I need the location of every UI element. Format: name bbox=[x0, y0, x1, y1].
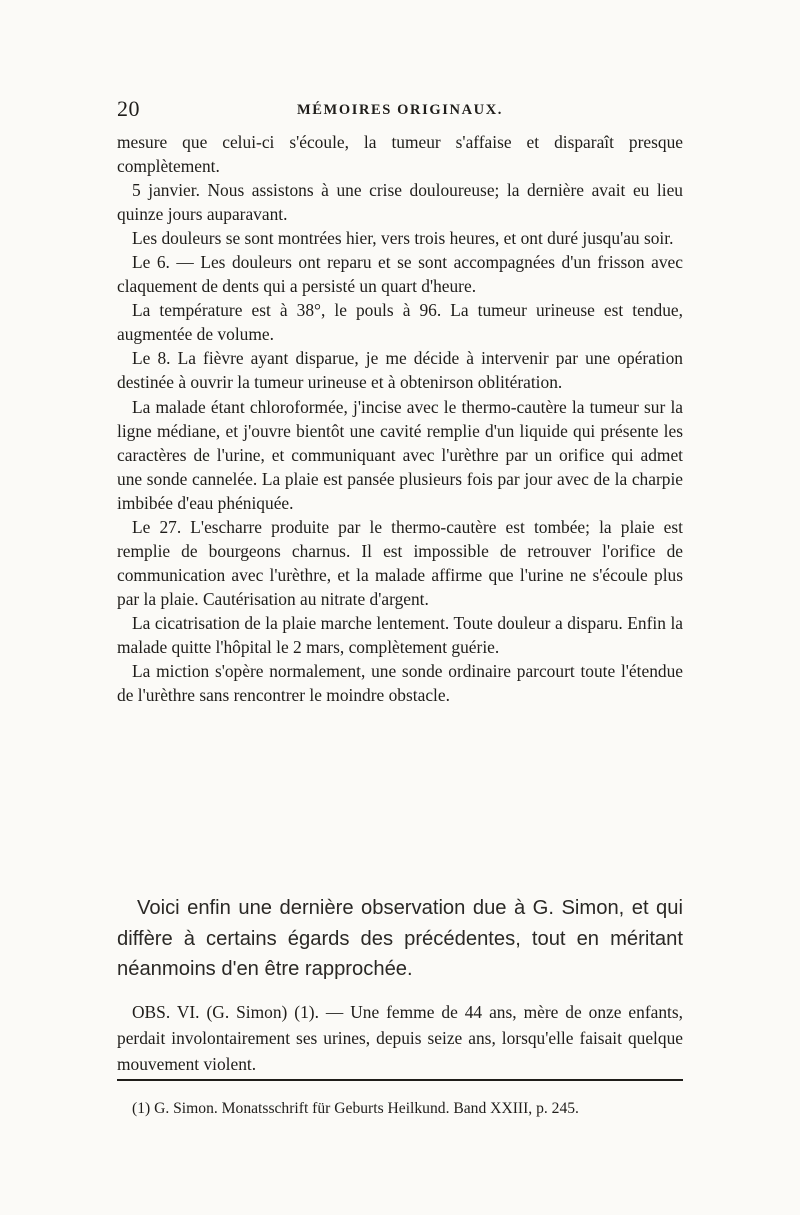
running-head-title: MÉMOIRES ORIGINAUX. bbox=[296, 102, 504, 118]
page-number: 20 bbox=[117, 96, 140, 121]
paragraph: La cicatrisation de la plaie marche lentement. Toute douleur a disparu. Enfin la malade quitte l'hôpital le 2 mars, complètement guérie. bbox=[117, 612, 683, 657]
paragraph: Le 8. La fièvre ayant disparue, je me décide à intervenir par une opération destinée à ouvrir la tumeur urineuse et à obtenirson oblitération. bbox=[117, 348, 683, 393]
paragraph: La température est à 38°, le pouls à 96. La tumeur urineuse est tendue, augmentée de volume. bbox=[117, 300, 683, 345]
paragraph: La malade étant chloroformée, j'incise avec le thermo-cautère la tumeur sur la ligne médiane, et j'ouvre bientôt une cavité remplie d'un liquide qui présente les caractères de l'urine, et communiquant avec l'urèthre par un orifice qui admet une sonde cannelée. La plaie est pansée plusieurs fois par jour avec de la charpie imbibée d'eau phéniquée. bbox=[117, 396, 683, 513]
body-text bbox=[117, 130, 683, 707]
paragraph: 5 janvier. Nous assistons à une crise douloureuse; la dernière avait eu lieu quinze jours auparavant. bbox=[117, 180, 683, 225]
observation-paragraph: OBS. VI. (G. Simon) (1). — Une femme de 44 ans, mère de onze enfants, perdait involontairement ses urines, depuis seize ans, lorsqu'elle faisait quelque mouvement violent. bbox=[117, 1002, 683, 1075]
running-head bbox=[0, 96, 800, 126]
paragraph: Le 6. — Les douleurs ont reparu et se sont accompagnées d'un frisson avec claquement de dents qui a persisté un quart d'heure. bbox=[117, 252, 683, 297]
paragraph: Les douleurs se sont montrées hier, vers trois heures, et ont duré jusqu'au soir. bbox=[132, 228, 674, 249]
paragraph: La miction s'opère normalement, une sonde ordinaire parcourt toute l'étendue de l'urèthre sans rencontrer le moindre obstacle. bbox=[117, 661, 683, 706]
large-print-paragraph: Voici enfin une dernière observation due à G. Simon, et qui diffère à certains égards des précédentes, tout en méritant néanmoins d'en être rapprochée. bbox=[117, 897, 683, 981]
footnote-rule bbox=[117, 1079, 683, 1081]
footnote: (1) G. Simon. Monatsschrift für Geburts Heilkund. Band XXIII, p. 245. bbox=[132, 1100, 579, 1117]
paragraph: Le 27. L'escharre produite par le thermo-cautère est tombée; la plaie est remplie de bourgeons charnus. Il est impossible de retrouver l'orifice de communication avec l'urèthre, et la malade affirme que l'urine ne s'écoule plus par la plaie. Cautérisation au nitrate d'argent. bbox=[117, 516, 683, 609]
paragraph-continuation: mesure que celui-ci s'écoule, la tumeur s'affaise et disparaît presque complètement. bbox=[117, 132, 683, 177]
